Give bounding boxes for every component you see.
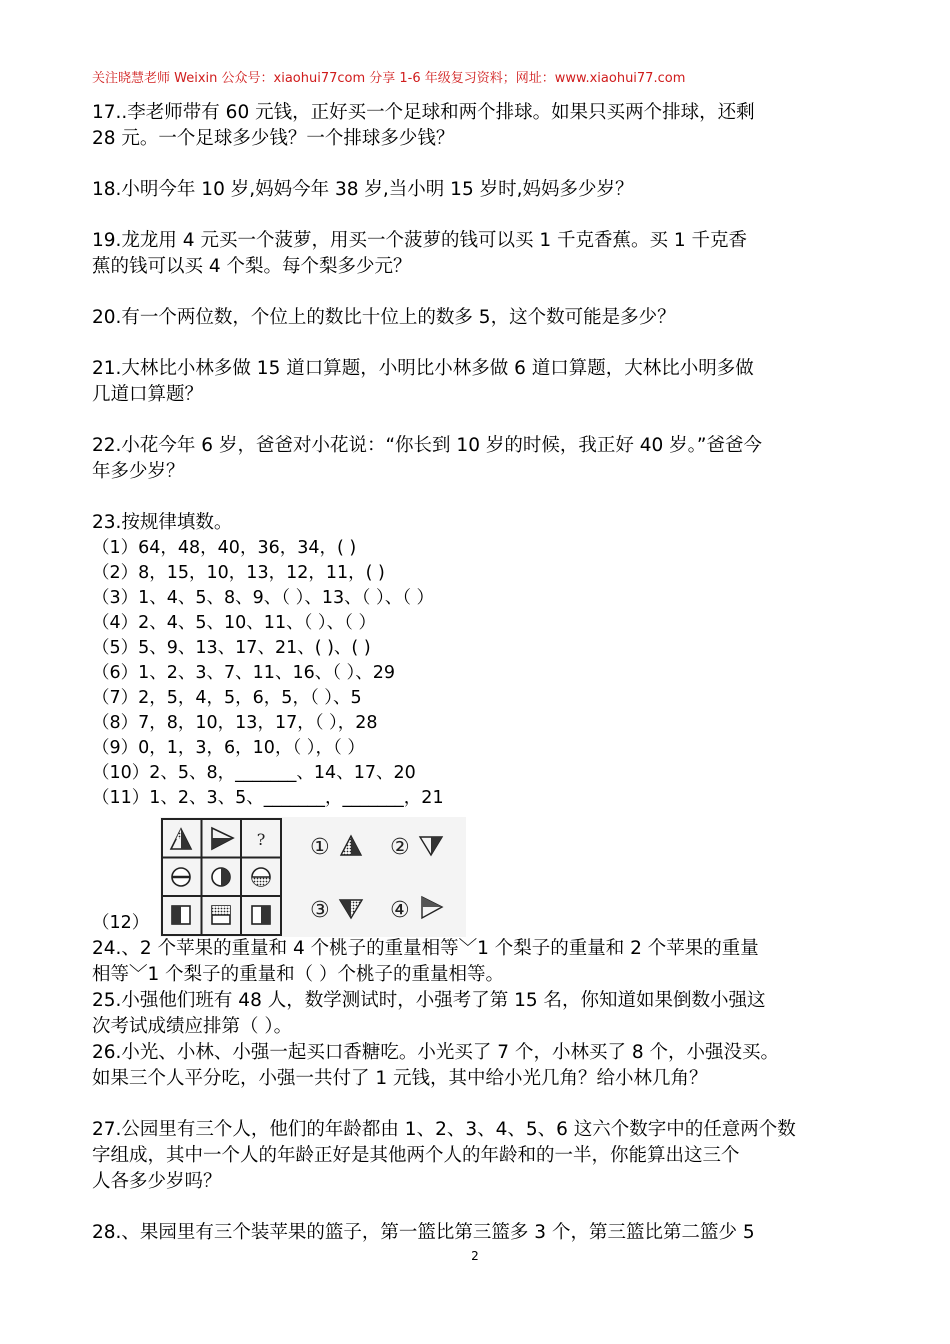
pattern-item-6: （6）1、2、3、7、11、16、（ ）、29 [92,663,396,683]
pattern-item-5: （5）5、9、13、17、21、( )、( ) [92,638,371,658]
question-25-line-1: 25.小强他们班有 48 人，数学测试时，小强考了第 15 名，你知道如果倒数小强这 [92,990,766,1011]
question-mark-cell: ? [256,830,266,849]
circle-half-vertical-icon [212,868,230,886]
square-half-right-icon [252,906,270,924]
pattern-item-12 [92,811,862,936]
pattern-item-12-label: （12） [92,913,150,933]
circle-half-horizontal-icon [172,868,190,886]
question-21-line-2: 几道口算题？ [92,384,204,405]
question-23-title: 23.按规律填数。 [92,512,233,533]
pattern-item-9: （9）0，1，3，6，10，（ ），（ ） [92,738,365,758]
option-1-label: ① [310,835,330,860]
question-24-line-2: 相等﹀1 个梨子的重量和（ ）个桃子的重量相等。 [92,964,505,985]
page-content [92,100,862,1246]
page-header: 关注晓慧老师 Weixin 公众号：xiaohui77com 分享 1-6 年级复习资料；网址：www.xiaohui77.com [92,71,686,86]
pattern-item-4: （4）2、4、5、10、11、（ ）、（ ） [92,613,376,633]
pattern-item-7: （7）2，5，4，5，6，5，（ ）、5 [92,688,362,708]
question-19-line-1: 19.龙龙用 4 元买一个菠萝，用买一个菠萝的钱可以买 1 千克香蕉。买 1 千克香 [92,230,748,251]
option-4-label: ④ [390,898,410,923]
shape-pattern-figure [160,817,466,937]
question-27-line-2: 字组成，其中一个人的年龄正好是其他两个人的年龄和的一半，你能算出这三个 [92,1145,740,1166]
question-18: 18.小明今年 10 岁,妈妈今年 38 岁,当小明 15 岁时,妈妈多少岁？ [92,179,634,200]
square-half-top-icon [212,906,230,924]
question-26-line-1: 26.小光、小林、小强一起买口香糖吃。小光买了 7 个，小林买了 8 个，小强没买。 [92,1042,779,1063]
question-19-line-2: 蕉的钱可以买 4 个梨。每个梨多少元？ [92,256,412,277]
pattern-item-8: （8）7，8，10，13，17，（ ），28 [92,713,378,733]
question-25-line-2: 次考试成绩应排第（ ）。 [92,1016,293,1037]
question-22-line-2: 年多少岁？ [92,461,185,482]
option-2-label: ② [390,835,410,860]
question-17-line-1: 17..李老师带有 60 元钱，正好买一个足球和两个排球。如果只买两个排球，还剩 [92,102,755,123]
question-27-line-3: 人各多少岁吗？ [92,1171,222,1192]
pattern-item-10: （10）2、5、8，_______、14、17、20 [92,763,416,783]
pattern-item-3: （3）1、4、5、8、9、（ ）、13、（ ）、（ ） [92,588,435,608]
question-24-line-1: 24.、2 个苹果的重量和 4 个桃子的重量相等﹀1 个梨子的重量和 2 个苹果的重量 [92,938,759,959]
square-half-left-icon [172,906,190,924]
option-3-label: ③ [310,898,330,923]
question-17-line-2: 28 元。一个足球多少钱？一个排球多少钱？ [92,128,455,149]
pattern-item-11: （11）1、2、3、5、_______，_______，21 [92,788,444,808]
page-number: 2 [471,1249,479,1263]
circle-half-dotted-icon [252,868,270,886]
pattern-item-1: （1）64，48，40，36，34，( ) [92,538,357,558]
question-21-line-1: 21.大林比小林多做 15 道口算题，小明比小林多做 6 道口算题，大林比小明多做 [92,358,754,379]
question-27-line-1: 27.公园里有三个人，他们的年龄都由 1、2、3、4、5、6 这六个数字中的任意两个数 [92,1119,796,1140]
question-26-line-2: 如果三个人平分吃，小强一共付了 1 元钱，其中给小光几角？给小林几角？ [92,1068,708,1089]
question-28-line-1: 28.、果园里有三个装苹果的篮子，第一篮比第三篮多 3 个，第三篮比第二篮少 5 [92,1222,755,1243]
pattern-item-2: （2）8，15，10，13，12，11，( ) [92,563,385,583]
question-20: 20.有一个两位数，个位上的数比十位上的数多 5，这个数可能是多少？ [92,307,676,328]
question-22-line-1: 22.小花今年 6 岁，爸爸对小花说：“你长到 10 岁的时候，我正好 40 岁。”爸爸今 [92,435,762,456]
